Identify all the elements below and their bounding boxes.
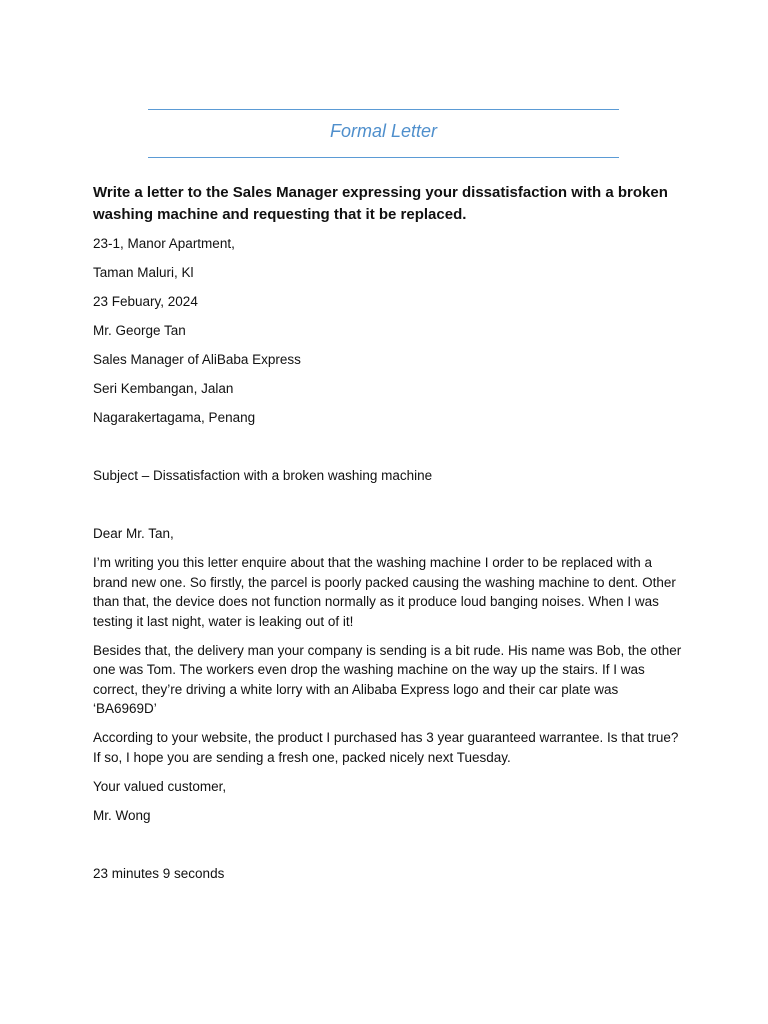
letter-date: 23 Febuary, 2024: [93, 294, 198, 309]
letter-content: [93, 182, 683, 893]
body-paragraph: I’m writing you this letter enquire about that the washing machine I order to be replaced with a brand new one. So firstly, the parcel is poorly packed causing the washing machine to dent. Other than that, the device does not function normally as it produce loud banging noises. When I was testing it last night, water is leaking out of it!: [93, 555, 676, 629]
title-rule-bottom: [148, 157, 619, 158]
spacer: [93, 437, 683, 466]
title-rule-top: [148, 109, 619, 110]
letter-subject: Subject – Dissatisfaction with a broken washing machine: [93, 468, 433, 483]
signature: Mr. Wong: [93, 807, 151, 823]
sender-address-line-2: Taman Maluri, Kl: [93, 265, 194, 280]
closing: Your valued customer,: [93, 778, 227, 794]
body-paragraph: According to your website, the product I purchased has 3 year guaranteed warrantee. Is that true? If so, I hope you are sending a fresh one, packed nicely next Tuesday.: [93, 730, 679, 765]
recipient-address-line-1: Seri Kembangan, Jalan: [93, 381, 234, 396]
recipient-name: Mr. George Tan: [93, 323, 186, 338]
recipient-title: Sales Manager of AliBaba Express: [93, 352, 301, 367]
body-paragraph: Besides that, the delivery man your company is sending is a bit rude. His name was Bob, the other one was Tom. The workers even drop the washing machine on the way up the stairs. If I was correct, they’re driving a white lorry with an Alibaba Express logo and their car plate was ‘BA6969D’: [93, 642, 682, 716]
footer-note: 23 minutes 9 seconds: [93, 865, 225, 881]
recipient-address-line-2: Nagarakertagama, Penang: [93, 410, 256, 425]
spacer: [93, 835, 683, 864]
document-title: Formal Letter: [329, 121, 438, 141]
spacer: [93, 495, 683, 524]
sender-address-line-1: 23-1, Manor Apartment,: [93, 236, 235, 251]
salutation: Dear Mr. Tan,: [93, 526, 174, 541]
writing-prompt: Write a letter to the Sales Manager expressing your dissatisfaction with a broken washing machine and requesting that it be replaced.: [93, 184, 668, 223]
